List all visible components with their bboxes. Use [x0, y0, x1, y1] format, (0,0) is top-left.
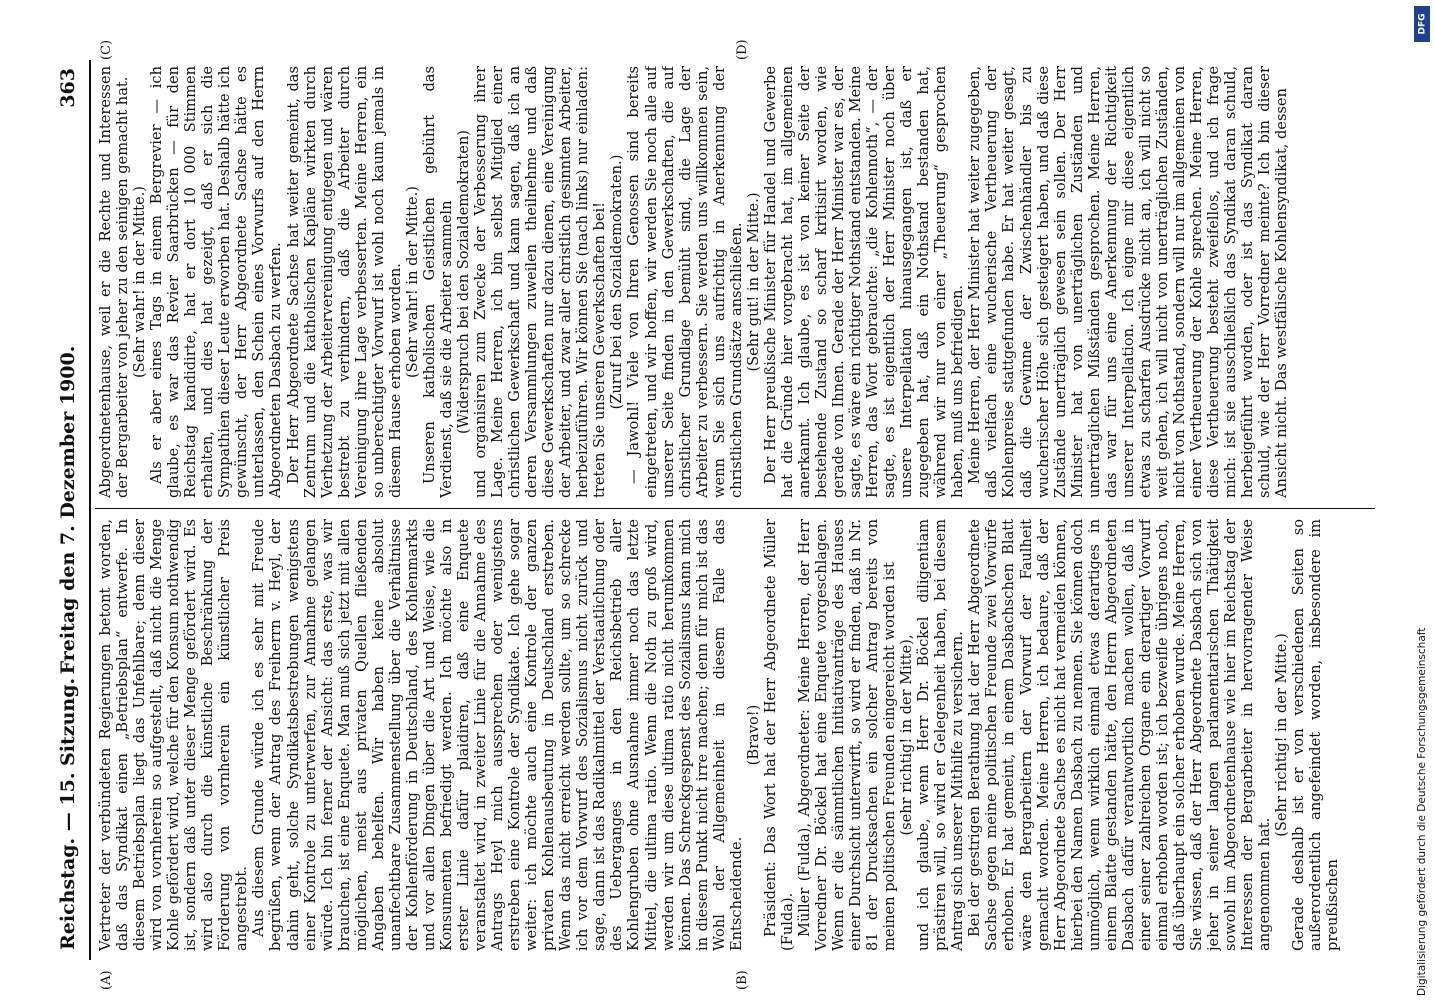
paragraph: Müller (Fulda), Abgeordneter: Meine Herren, der Herr Vorredner Dr. Böckel hat eine Enquete vorgeschlagen. Wenn er die sämmtlichen Initiativanträge des Hauses einer Durchsicht unterwirft, so wird er finden, daß in Nr. 81 der Drucksachen ein solcher Antrag bereits von meinen politischen Freunden eingereicht worden ist	[795, 519, 899, 951]
interjection: (Sehr richtig! in der Mitte.)	[1273, 633, 1291, 837]
paragraph: Abgeordnetenhause, weil er die Rechte und Interessen der Bergarbeiter von jeher zu den seinigen gemacht hat.	[97, 66, 132, 498]
paragraph: Vertreter der verbündeten Regierungen betont worden, daß das Syndikat einen „Betriebsplan“ entwerfe. In diesem Betriebsplan liegt das Unfehlbare; denn dieser wird von vornherein so aufgestellt, daß nicht die Menge Kohle gefördert wird, welche für den Konsum nothwendig ist, sondern daß unter dieser Menge gefördert wird. Es wird also durch die künstliche Beschränkung der Förderung von vornherein ein künstlicher Preis angestrebt.	[97, 519, 251, 951]
interjection: (Sehr wahr! in der Mitte.)	[403, 185, 421, 379]
paragraph: Der Herr preußische Minister für Handel und Gewerbe hat die Gründe hier vorgebracht hat, im allgemeinen anerkannt. Ich glaube, es ist von keiner Seite der bestehende Zustand so scharf kritisirt worden, wie gerade von Ihnen. Gerade der Herr Minister war es, der sagte, es wäre ein richtiger Nothstand entstanden. Meine Herren, das Wort gebrauchte: „die Kohlennoth“, — der sagte, es ist eigentlich der Herr Minister noch über unsere Interpellation hinausgegangen ist, daß er zugegeben hat, daß ein Nothstand bestanden hat, während wir nur von einer „Theuerung“ gesprochen haben, muß uns befriedigen.	[761, 66, 967, 498]
header-session: Reichstag. — 15. Sitzung.	[57, 677, 79, 950]
paragraph: und ich glaube, wenn Herr Dr. Böckel diligentiam prästiren will, so wird er Gelegenheit haben, bei diesem Antrag sich unserer Mithilfe zu versichern.	[915, 519, 967, 951]
margin-marker-d: (D)	[735, 39, 750, 60]
header-date: Freitag den 7. Dezember 1900.	[57, 345, 79, 675]
interjection: (Sehr wahr! in der Mitte.)	[131, 185, 149, 379]
paragraph: Unseren katholischen Geistlichen gebührt das Verdienst, daß sie die Arbeiter sammeln	[420, 66, 455, 498]
page-number: 363	[57, 68, 79, 108]
interjection: (sehr richtig! in der Mitte),	[898, 634, 916, 836]
dfg-logo: DFG	[1414, 6, 1430, 42]
paragraph: — Jawohl! Viele von Ihren Genossen sind bereits eingetreten, und wir hoffen, wir werden Sie noch alle auf unserer Seite finden in den Gewerkschaften, die auf christlicher Grundlage bemüht sind, die Lage der Arbeiter zu verbessern. Sie werden uns willkommen sein, wenn Sie sich uns aufrichtig in Anerkennung der christlichen Grundsätze anschließen.	[625, 66, 745, 498]
paragraph: Der Herr Abgeordnete Sachse hat weiter gemeint, das Zentrum und die katholischen Kapläne wirkten durch Verhetzung der Arbeitervereinigung entgegen und wären bestrebt zu verhindern, daß die Arbeiter durch Vereinigung ihre Lage verbesserten. Meine Herren, ein so unberechtigter Vorwurf ist wohl noch kaum jemals in diesem Hause erhoben worden.	[284, 66, 404, 498]
interjection: (Widerspruch bei den Sozialdemokraten)	[454, 130, 472, 435]
left-column	[97, 519, 1382, 951]
header-rule	[89, 60, 91, 960]
paragraph: Als er aber eines Tags in einem Bergrevier — ich glaube, es war das Revier Saarbrücken — für den Reichstag kandidirte, hat er dort 10 000 Stimmen erhalten, und dies hat gezeigt, daß er sich die Sympathien dieser Leute erworben hat. Deshalb hätte ich gewünscht, der Herr Abgeordnete Sachse hätte es unterlassen, den Schein eines Vorwurfs auf den Herrn Abgeordneten Dasbach zu werfen.	[148, 66, 285, 498]
margin-marker-a: (A)	[99, 970, 114, 990]
paragraph: und organisiren zum Zwecke der Verbesserung ihrer Lage. Meine Herren, ich bin selbst Mitglied einer christlichen Gewerkschaft und kann sagen, daß ich an deren Versammlungen zuweilen theilnehme und daß diese Gewerkschaften nur dazu dienen, eine Vereinigung der Arbeiter, und zwar aller christlich gesinnten Arbeiter, herbeizuführen. Wir können Sie (nach links) nur einladen: treten Sie unseren Gewerkschaften bei!	[472, 66, 609, 498]
digitization-note	[1412, 6, 1434, 996]
interjection: (Sehr gut! in der Mitte.)	[744, 192, 762, 372]
paragraph: Aus diesem Grunde würde ich es sehr mit Freude begrüßen, wenn der Antrag des Freiherrn v. Heyl, der dahin geht, solche Syndikatsbestrebungen wenigstens einer Kontrole zu unterwerfen, zur Annahme gelangen würde. Ich bin ferner der Ansicht: das erste, was wir brauchen, ist eine Enquete. Man muß sich jetzt mit allen möglichen, meist aus privaten Quellen fließenden Angaben behelfen. Wir haben keine absolut unanfechtbare Zusammenstellung über die Verhältnisse der Kohlenförderung in Deutschland, des Kohlenmarkts und vor allen Dingen über die Art und Weise, wie die Konsumenten befriedigt werden. Ich möchte also in erster Linie dafür plaidiren, daß eine Enquete veranstaltet wird, in zweiter Linie für die Annahme des Antrags Heyl mich aussprechen oder wenigstens erstreben eine Kontrole der Syndikate. Ich gehe sogar weiter: ich möchte auch eine Kontrole der ganzen privaten Kohlenausbeutung in Deutschland erstreben. Wenn das nicht erreicht werden sollte, um so schrecke ich vor dem Vorwurf des Sozialismus nicht zurück und sage, dann ist das Radikalmittel der Verstaatlichung oder des Ueberganges in den Reichsbetrieb aller Kohlengruben ohne Ausnahme immer noch das letzte Mittel, die ultima ratio. Wenn die Noth zu groß wird, werden wir um diese ultima ratio nicht herumkommen können. Das Schreckgespenst des Sozialismus kann mich in diesem Punkt nicht irre machen; denn für mich ist das Wohl der Allgemeinheit in diesem Falle das Entscheidende.	[250, 519, 745, 951]
paragraph: Gerade deshalb ist er von verschiedenen Seiten so außerordentlich angefeindet worden, insbesondere im preußischen	[1290, 519, 1342, 951]
interjection: (Bravo!)	[744, 704, 762, 766]
paragraph: Präsident: Das Wort hat der Herr Abgeordnete Müller (Fulda).	[761, 519, 796, 951]
margin-marker-c: (C)	[99, 39, 114, 60]
interjection: (Zuruf bei den Sozialdemokraten.)	[608, 154, 626, 410]
right-column	[97, 66, 1382, 498]
paragraph: Meine Herren, der Herr Minister hat weiter zugegeben, daß vielfach eine wucherische Vertheuerung der Kohlenpreise stattgefunden habe. Er hat weiter gesagt, daß die Gewinne der Zwischenhändler bis zu wucherischer Höhe sich gesteigert haben, und daß diese Zustände unerträglich gewesen sein sollen. Der Herr Minister hat von unerträglichen Zuständen und unerträglichen Mißständen gesprochen. Meine Herren, das war für uns eine Anerkennung der Richtigkeit unserer Interpellation. Ich eigne mir diese eigentlich etwas zu scharfen Ausdrücke nicht an, ich will nicht so weit gehen, ich will nicht von unerträglichen Zuständen, nicht von Nothstand, sondern will nur im allgemeinen von einer Vertheuerung der Kohle sprechen. Meine Herren, diese Vertheuerung besteht zweifellos, und ich frage mich: ist sie ausschließlich das Syndikat daran schuld, herbeigeführt worden, oder ist das Syndikat daran schuld, wie der Herr Vorredner meinte? Ich bin dieser Ansicht nicht. Das westfälische Kohlensyndikat, dessen	[966, 66, 1291, 498]
page-header	[55, 60, 89, 960]
rotated-page	[55, 39, 1385, 990]
margin-marker-b: (B)	[735, 970, 750, 990]
paragraph: Bei der gestrigen Berathung hat der Herr Abgeordnete Sachse gegen meine politischen Freunde zwei Vorwürfe erhoben. Er hat gemeint, in einem Dasbachschen Blatt wäre den Bergarbeitern der Vorwurf der Faulheit gemacht worden. Meine Herren, ich bedaure, daß der Herr Abgeordnete Sachse es nicht hat vermeiden können, hierbei den Namen Dasbach zu nennen. Sie können doch unmöglich, wenn wirklich einmal etwas derartiges in einem Blatte gestanden hätte, den Herrn Abgeordneten Dasbach dafür verantwortlich machen wollen, daß in einer seiner zahlreichen Organe ein derartiger Vorwurf einmal erhoben worden ist; ich bezweifle übrigens noch, daß überhaupt ein solcher erhoben wurde. Meine Herren, Sie wissen, daß der Herr Abgeordnete Dasbach sich von jeher in seiner langen parlamentarischen Thätigkeit sowohl im Abgeordnetenhause wie hier im Reichstag der Interessen der Bergarbeiter in hervorragender Weise angenommen hat.	[966, 519, 1274, 951]
column-divider	[95, 508, 1375, 509]
digitization-text: Digitalisierung gefördert durch die Deutsche Forschungsgemeinschaft	[1416, 627, 1428, 996]
